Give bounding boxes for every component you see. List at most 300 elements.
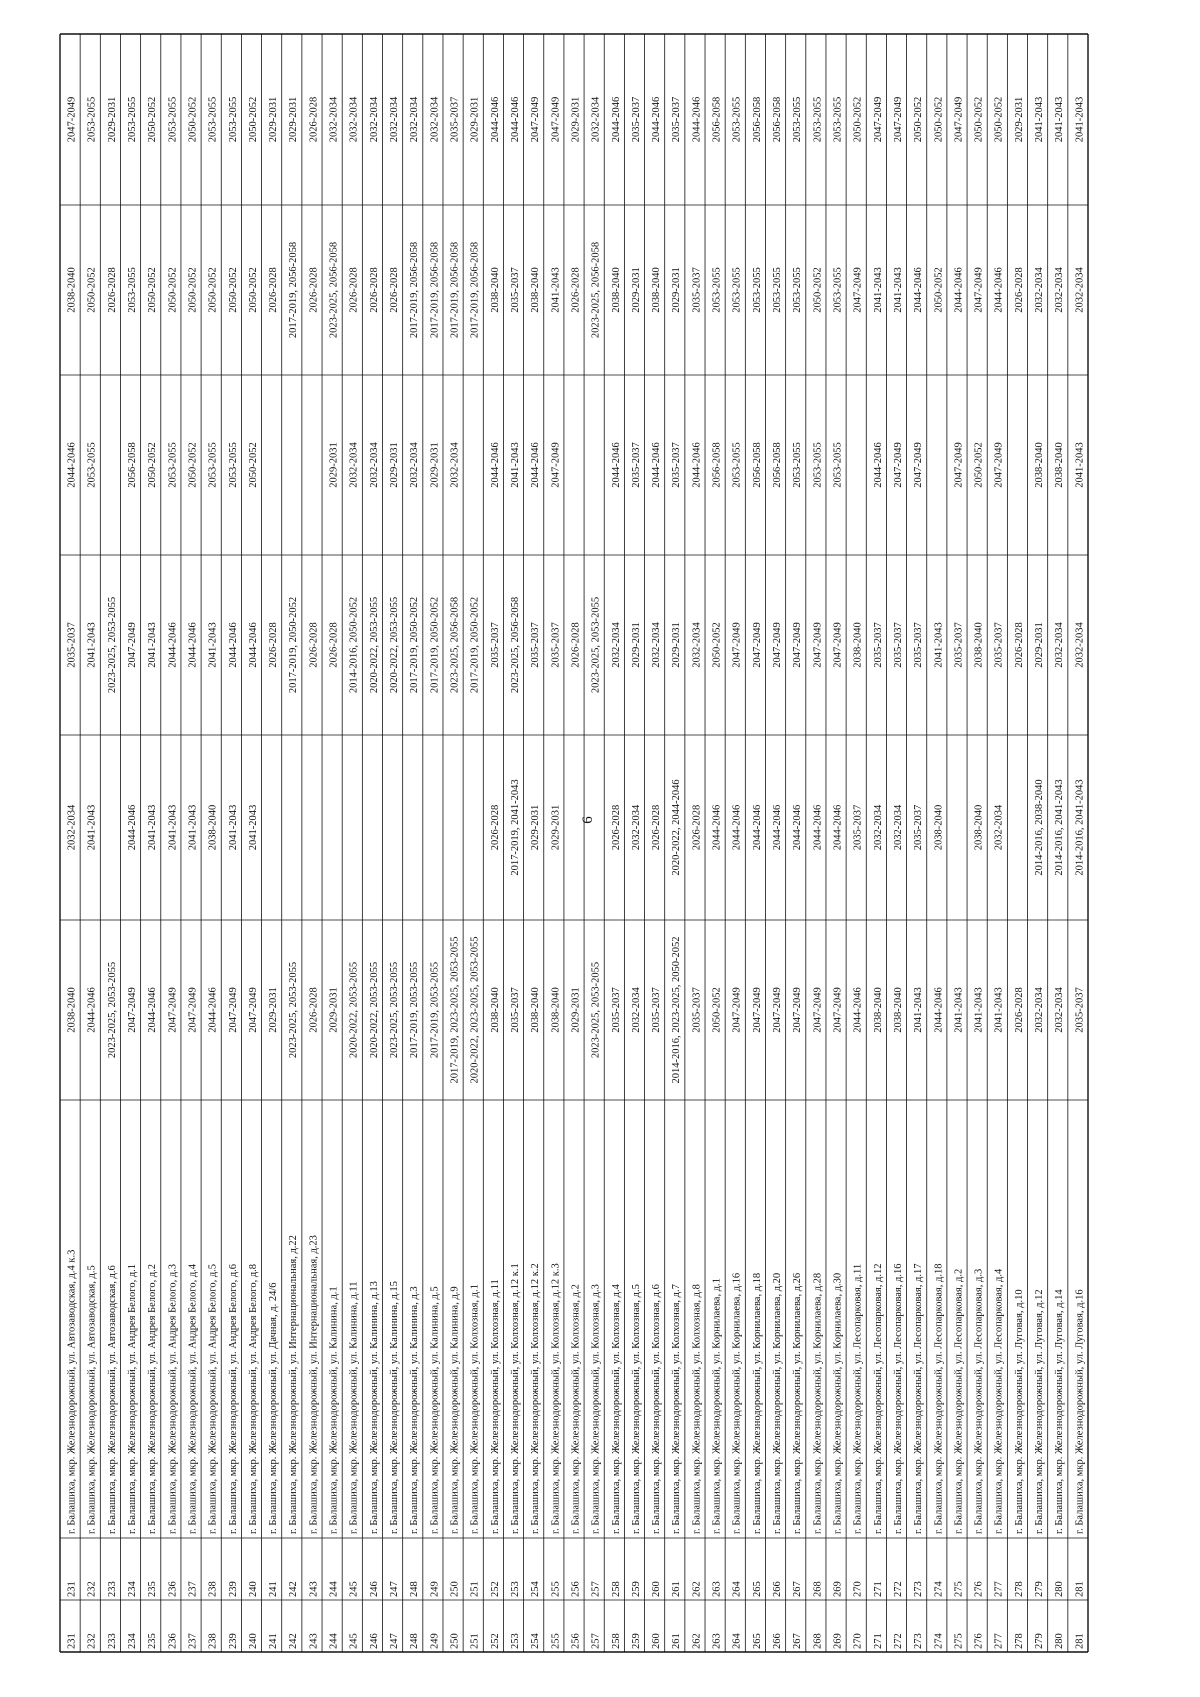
cell-c3: 2035-2037 (66, 622, 78, 668)
cell-addr: г. Балашиха, мкр. Железнодорожный, ул. Андрея Белого, д.1 (126, 1263, 138, 1534)
cell-c6: 2035-2037 (671, 96, 683, 143)
cell-c4: 2044-2046 (530, 442, 542, 488)
cell-c5: 2041-2043 (550, 267, 562, 313)
cell-c3: 2047-2049 (731, 622, 743, 668)
cell-c2: 2029-2031 (530, 804, 542, 851)
cell-c2: 2032-2034 (892, 804, 904, 851)
cell-n1: 250 (449, 1633, 461, 1649)
cell-addr: г. Балашиха, мкр. Железнодорожный, ул. Колхозная, д.5 (630, 1284, 642, 1534)
cell-n1: 240 (247, 1633, 259, 1649)
cell-c3: 2023-2025, 2056-2058 (449, 596, 461, 694)
cell-n2: 249 (429, 1581, 441, 1597)
cell-addr: г. Балашиха, мкр. Железнодорожный, ул. Лесопарковая, д.12 (872, 1263, 884, 1534)
cell-c3: 2044-2046 (247, 622, 259, 668)
cell-c1: 2029-2031 (268, 987, 280, 1033)
cell-n1: 270 (852, 1633, 864, 1649)
cell-c2: 2029-2031 (550, 804, 562, 851)
cell-c4: 2041-2043 (1074, 442, 1086, 488)
cell-c1: 2038-2040 (892, 987, 904, 1033)
cell-c3: 2050-2052 (711, 622, 723, 668)
cell-n2: 254 (530, 1581, 542, 1597)
cell-addr: г. Балашиха, мкр. Железнодорожный, ул. Лесопарковая, д.11 (852, 1263, 864, 1534)
cell-n2: 274 (933, 1581, 945, 1597)
cell-c3: 2044-2046 (227, 622, 239, 668)
cell-c4: 2038-2040 (1054, 442, 1066, 488)
cell-addr: г. Балашиха, мкр. Железнодорожный, ул. Лесопарковая, д.3 (973, 1268, 985, 1534)
cell-c5: 2029-2031 (630, 267, 642, 313)
cell-n1: 234 (126, 1633, 138, 1649)
cell-c1: 2032-2034 (630, 987, 642, 1033)
cell-c6: 2026-2028 (308, 96, 320, 143)
cell-c5: 2026-2028 (308, 267, 320, 313)
cell-n2: 252 (489, 1581, 501, 1597)
cell-n1: 273 (913, 1633, 925, 1649)
cell-c6: 2044-2046 (651, 96, 663, 143)
cell-n1: 241 (268, 1633, 280, 1649)
cell-n2: 279 (1034, 1581, 1046, 1597)
cell-c4: 2050-2052 (147, 442, 159, 488)
cell-n1: 239 (227, 1633, 239, 1649)
cell-c1: 2023-2025, 2053-2055 (389, 961, 401, 1059)
cell-addr: г. Балашиха, мкр. Железнодорожный, ул. Калинина, д.11 (348, 1281, 360, 1534)
cell-addr: г. Балашиха, мкр. Железнодорожный, ул. Луговая, д.14 (1054, 1289, 1066, 1534)
cell-c5: 2053-2055 (711, 267, 723, 313)
cell-n1: 265 (751, 1633, 763, 1649)
cell-c1: 2020-2022, 2053-2055 (348, 961, 360, 1059)
cell-addr: г. Балашиха, мкр. Железнодорожный, ул. Луговая, д.10 (1013, 1289, 1025, 1534)
cell-c5: 2038-2040 (651, 267, 663, 313)
cell-c4: 2053-2055 (207, 442, 219, 488)
cell-c2: 2044-2046 (711, 804, 723, 851)
cell-c1: 2020-2022, 2053-2055 (368, 961, 380, 1059)
cell-c6: 2032-2034 (368, 96, 380, 143)
cell-c3: 2035-2037 (489, 622, 501, 668)
cell-c1: 2047-2049 (792, 987, 804, 1033)
cell-c3: 2035-2037 (993, 622, 1005, 668)
cell-c2: 2026-2028 (691, 804, 703, 851)
cell-c3: 2023-2025, 2053-2055 (106, 596, 118, 694)
cell-addr: г. Балашиха, мкр. Железнодорожный, ул. Колхозная, д.4 (610, 1284, 622, 1534)
cell-addr: г. Балашиха, мкр. Железнодорожный, ул. Андрея Белого, д.4 (187, 1263, 199, 1534)
cell-c2: 2026-2028 (610, 804, 622, 851)
cell-c2: 2044-2046 (832, 804, 844, 851)
cell-c5: 2017-2019, 2056-2058 (429, 241, 441, 339)
cell-c4: 2044-2046 (489, 442, 501, 488)
cell-c3: 2032-2034 (691, 622, 703, 668)
cell-n2: 280 (1054, 1581, 1066, 1597)
cell-n1: 237 (187, 1633, 199, 1649)
cell-c6: 2056-2058 (751, 96, 763, 143)
cell-n1: 258 (610, 1633, 622, 1649)
cell-n1: 251 (469, 1633, 481, 1649)
cell-c3: 2017-2019, 2050-2052 (288, 596, 300, 694)
cell-c3: 2029-2031 (671, 622, 683, 668)
cell-c4: 2044-2046 (651, 442, 663, 488)
cell-c1: 2041-2043 (913, 987, 925, 1033)
cell-n1: 275 (953, 1633, 965, 1649)
cell-c6: 2050-2052 (973, 96, 985, 143)
cell-c1: 2044-2046 (852, 987, 864, 1033)
cell-addr: г. Балашиха, мкр. Железнодорожный, ул. Колхозная, д.12 к.1 (509, 1263, 521, 1534)
cell-c6: 2047-2049 (550, 96, 562, 143)
cell-c4: 2047-2049 (993, 442, 1005, 488)
cell-c6: 2044-2046 (489, 96, 501, 143)
cell-addr: г. Балашиха, мкр. Железнодорожный, ул. Лесопарковая, д.2 (953, 1268, 965, 1534)
cell-addr: г. Балашиха, мкр. Железнодорожный, ул. Корнилаева, д.26 (792, 1272, 804, 1534)
cell-c5: 2032-2034 (1034, 267, 1046, 313)
cell-c3: 2032-2034 (1074, 622, 1086, 668)
cell-n2: 244 (328, 1581, 340, 1597)
cell-addr: г. Балашиха, мкр. Железнодорожный, ул. Андрея Белого, д.8 (247, 1263, 259, 1534)
cell-c5: 2026-2028 (1013, 267, 1025, 313)
cell-c1: 2032-2034 (1034, 987, 1046, 1033)
cell-addr: г. Балашиха, мкр. Железнодорожный, ул. Лесопарковая, д.16 (892, 1263, 904, 1534)
cell-n2: 268 (812, 1581, 824, 1597)
cell-c4: 2047-2049 (892, 442, 904, 488)
cell-n2: 256 (570, 1581, 582, 1597)
cell-c1: 2041-2043 (973, 987, 985, 1033)
cell-n1: 271 (872, 1633, 884, 1649)
cell-c4: 2050-2052 (187, 442, 199, 488)
cell-c5: 2026-2028 (268, 267, 280, 313)
cell-c4: 2056-2058 (772, 442, 783, 488)
cell-c4: 2029-2031 (429, 442, 441, 488)
cell-c2: 2044-2046 (126, 804, 138, 851)
cell-n2: 258 (610, 1581, 622, 1597)
cell-c3: 2017-2019, 2050-2052 (409, 596, 421, 694)
cell-n1: 233 (106, 1633, 118, 1649)
cell-n1: 246 (368, 1633, 380, 1649)
cell-c3: 2035-2037 (550, 622, 562, 668)
cell-n2: 278 (1013, 1581, 1025, 1597)
cell-n2: 235 (147, 1581, 159, 1597)
cell-n1: 249 (429, 1633, 441, 1649)
cell-c1: 2044-2046 (207, 987, 219, 1033)
cell-c6: 2032-2034 (348, 96, 360, 143)
cell-c2: 2041-2043 (227, 804, 239, 851)
cell-c6: 2032-2034 (429, 96, 441, 143)
cell-c1: 2044-2046 (933, 987, 945, 1033)
cell-c3: 2014-2016, 2050-2052 (348, 596, 360, 694)
cell-n1: 261 (671, 1633, 683, 1649)
cell-c5: 2041-2043 (872, 267, 884, 313)
cell-c1: 2047-2049 (227, 987, 239, 1033)
cell-c5: 2050-2052 (227, 267, 239, 313)
cell-c1: 2029-2031 (570, 987, 582, 1033)
cell-c5: 2026-2028 (348, 267, 360, 313)
cell-c5: 2053-2055 (731, 267, 743, 313)
cell-c4: 2047-2049 (550, 442, 562, 488)
cell-c2: 2044-2046 (772, 804, 783, 851)
cell-addr: г. Балашиха, мкр. Железнодорожный, ул. Колхозная, д.2 (570, 1284, 582, 1534)
cell-c4: 2056-2058 (711, 442, 723, 488)
cell-c5: 2038-2040 (489, 267, 501, 313)
cell-n1: 253 (509, 1633, 521, 1649)
cell-addr: г. Балашиха, мкр. Железнодорожный, ул. Автозаводская, д.5 (86, 1265, 98, 1534)
cell-c5: 2038-2040 (610, 267, 622, 313)
cell-n2: 271 (872, 1581, 884, 1597)
cell-addr: г. Балашиха, мкр. Железнодорожный, ул. Интернациональная, д.22 (288, 1235, 300, 1534)
cell-c4: 2029-2031 (389, 442, 401, 488)
cell-c2: 2014-2016, 2038-2040 (1034, 779, 1046, 876)
cell-n1: 238 (207, 1633, 219, 1649)
cell-c2: 2020-2022, 2044-2046 (671, 779, 683, 876)
cell-c5: 2041-2043 (892, 267, 904, 313)
cell-n1: 276 (973, 1633, 985, 1649)
cell-c4: 2044-2046 (872, 442, 884, 488)
cell-n1: 244 (328, 1633, 340, 1649)
cell-c4: 2050-2052 (247, 442, 259, 488)
cell-addr: г. Балашиха, мкр. Железнодорожный, ул. Лесопарковая, д.17 (913, 1263, 925, 1534)
cell-c1: 2038-2040 (872, 987, 884, 1033)
cell-c3: 2017-2019, 2050-2052 (429, 596, 441, 694)
cell-c4: 2053-2055 (832, 442, 844, 488)
cell-c1: 2038-2040 (550, 987, 562, 1033)
cell-c3: 2041-2043 (933, 622, 945, 668)
cell-c4: 2032-2034 (449, 442, 461, 488)
cell-c6: 2050-2052 (147, 96, 159, 143)
cell-c1: 2014-2016, 2023-2025, 2050-2052 (671, 936, 683, 1084)
cell-addr: г. Балашиха, мкр. Железнодорожный, ул. Луговая, д.12 (1034, 1289, 1046, 1534)
cell-c4: 2032-2034 (409, 442, 421, 488)
cell-c3: 2026-2028 (308, 622, 320, 668)
cell-c4: 2053-2055 (227, 442, 239, 488)
cell-addr: г. Балашиха, мкр. Железнодорожный, ул. Дачная, д. 24/6 (268, 1282, 280, 1534)
cell-c2: 2032-2034 (993, 804, 1005, 851)
cell-c3: 2026-2028 (1013, 622, 1025, 668)
cell-c6: 2050-2052 (913, 96, 925, 143)
cell-n1: 267 (792, 1633, 804, 1649)
cell-c6: 2035-2037 (449, 96, 461, 143)
cell-n2: 276 (973, 1581, 985, 1597)
cell-c4: 2053-2055 (812, 442, 824, 488)
cell-addr: г. Балашиха, мкр. Железнодорожный, ул. Корнилаева, д.28 (812, 1272, 824, 1534)
cell-addr: г. Балашиха, мкр. Железнодорожный, ул. Калинина, д.3 (409, 1286, 421, 1534)
cell-c2: 2044-2046 (812, 804, 824, 851)
cell-c2: 2026-2028 (489, 804, 501, 851)
cell-n1: 247 (389, 1633, 401, 1649)
cell-n2: 281 (1074, 1581, 1086, 1597)
cell-addr: г. Балашиха, мкр. Железнодорожный, ул. Калинина, д.15 (389, 1281, 401, 1534)
cell-c2: 2044-2046 (731, 804, 743, 851)
cell-c3: 2047-2049 (812, 622, 824, 668)
cell-c6: 2050-2052 (993, 96, 1005, 143)
cell-addr: г. Балашиха, мкр. Железнодорожный, ул. Колхозная, д.6 (651, 1284, 663, 1534)
cell-n1: 263 (711, 1633, 723, 1649)
cell-n2: 253 (509, 1581, 521, 1597)
cell-c5: 2050-2052 (167, 267, 179, 313)
cell-c4: 2035-2037 (671, 442, 683, 488)
cell-c2: 2044-2046 (792, 804, 804, 851)
cell-addr: г. Балашиха, мкр. Железнодорожный, ул. Корнилаева, д.20 (772, 1272, 783, 1534)
cell-c6: 2050-2052 (933, 96, 945, 143)
cell-c2: 2035-2037 (913, 804, 925, 851)
cell-n1: 280 (1054, 1633, 1066, 1649)
cell-c5: 2035-2037 (509, 267, 521, 313)
cell-c1: 2047-2049 (751, 987, 763, 1033)
cell-n2: 242 (288, 1581, 300, 1597)
cell-c3: 2029-2031 (1034, 622, 1046, 668)
cell-n2: 259 (630, 1581, 642, 1597)
cell-c1: 2044-2046 (86, 987, 98, 1033)
cell-c6: 2053-2055 (731, 96, 743, 143)
cell-n2: 266 (772, 1581, 783, 1597)
cell-c5: 2050-2052 (86, 267, 98, 313)
cell-c3: 2047-2049 (792, 622, 804, 668)
cell-c3: 2023-2025, 2056-2058 (509, 596, 521, 694)
cell-n2: 251 (469, 1581, 481, 1597)
cell-c3: 2032-2034 (1054, 622, 1066, 668)
cell-c3: 2035-2037 (530, 622, 542, 668)
cell-c4: 2053-2055 (731, 442, 743, 488)
cell-n1: 262 (691, 1633, 703, 1649)
cell-c4: 2044-2046 (691, 442, 703, 488)
cell-c2: 2032-2034 (872, 804, 884, 851)
cell-c5: 2017-2019, 2056-2058 (449, 241, 461, 339)
cell-c4: 2053-2055 (792, 442, 804, 488)
cell-n2: 245 (348, 1581, 360, 1597)
cell-c2: 2032-2034 (66, 804, 78, 851)
cell-c2: 2035-2037 (852, 804, 864, 851)
cell-c5: 2026-2028 (106, 267, 118, 313)
cell-c3: 2035-2037 (913, 622, 925, 668)
cell-c1: 2023-2025, 2053-2055 (106, 961, 118, 1059)
cell-c1: 2029-2031 (328, 987, 340, 1033)
cell-addr: г. Балашиха, мкр. Железнодорожный, ул. Колхозная, д.12 к.2 (530, 1263, 542, 1534)
cell-c5: 2032-2034 (1054, 267, 1066, 313)
cell-c5: 2026-2028 (368, 267, 380, 313)
cell-n2: 269 (832, 1581, 844, 1597)
cell-n2: 248 (409, 1581, 421, 1597)
cell-c1: 2023-2025, 2053-2055 (288, 961, 300, 1059)
cell-c4: 2032-2034 (348, 442, 360, 488)
cell-c1: 2035-2037 (651, 987, 663, 1033)
cell-c4: 2053-2055 (86, 442, 98, 488)
cell-c1: 2035-2037 (509, 987, 521, 1033)
cell-n1: 256 (570, 1633, 582, 1649)
cell-c1: 2047-2049 (832, 987, 844, 1033)
cell-c1: 2047-2049 (167, 987, 179, 1033)
cell-c5: 2050-2052 (812, 267, 824, 313)
cell-n1: 257 (590, 1633, 602, 1649)
cell-c6: 2053-2055 (167, 96, 179, 143)
cell-c6: 2029-2031 (288, 96, 300, 143)
cell-c5: 2053-2055 (751, 267, 763, 313)
cell-addr: г. Балашиха, мкр. Железнодорожный, ул. Калинина, д.1 (328, 1286, 340, 1534)
cell-c4: 2056-2058 (751, 442, 763, 488)
cell-addr: г. Балашиха, мкр. Железнодорожный, ул. Корнилаева, д.30 (832, 1272, 844, 1534)
cell-n1: 242 (288, 1633, 300, 1649)
cell-n2: 255 (550, 1581, 562, 1597)
cell-c3: 2035-2037 (872, 622, 884, 668)
cell-c4: 2044-2046 (66, 442, 78, 488)
cell-addr: г. Балашиха, мкр. Железнодорожный, ул. Лесопарковая, д.18 (933, 1263, 945, 1534)
cell-addr: г. Балашиха, мкр. Железнодорожный, ул. Колхозная, д.12 к.3 (550, 1263, 562, 1534)
cell-c6: 2032-2034 (409, 96, 421, 143)
cell-n2: 238 (207, 1581, 219, 1597)
cell-c5: 2017-2019, 2056-2058 (409, 241, 421, 339)
cell-c6: 2044-2046 (610, 96, 622, 143)
cell-c5: 2017-2019, 2056-2058 (469, 241, 481, 339)
cell-c1: 2047-2049 (772, 987, 783, 1033)
cell-c3: 2020-2022, 2053-2055 (368, 596, 380, 694)
cell-c6: 2041-2043 (1034, 96, 1046, 143)
cell-c5: 2047-2049 (852, 267, 864, 313)
cell-c1: 2038-2040 (530, 987, 542, 1033)
page-number: 6 (580, 816, 596, 824)
cell-c6: 2029-2031 (469, 96, 481, 143)
cell-c6: 2032-2034 (328, 96, 340, 143)
cell-addr: г. Балашиха, мкр. Железнодорожный, ул. Колхозная, д.3 (590, 1284, 602, 1534)
cell-c3: 2023-2025, 2053-2055 (590, 596, 602, 694)
cell-c3: 2017-2019, 2050-2052 (469, 596, 481, 694)
cell-n2: 272 (892, 1581, 904, 1597)
cell-c6: 2029-2031 (268, 96, 280, 143)
cell-n2: 261 (671, 1581, 683, 1597)
cell-n1: 252 (489, 1633, 501, 1649)
cell-c2: 2014-2016, 2041-2043 (1074, 779, 1086, 876)
cell-addr: г. Балашиха, мкр. Железнодорожный, ул. Колхозная, д.1 (469, 1284, 481, 1534)
cell-n1: 245 (348, 1633, 360, 1649)
cell-c6: 2053-2055 (126, 96, 138, 143)
cell-c3: 2047-2049 (126, 622, 138, 668)
cell-c3: 2044-2046 (187, 622, 199, 668)
cell-c5: 2050-2052 (247, 267, 259, 313)
cell-c3: 2047-2049 (832, 622, 844, 668)
cell-addr: г. Балашиха, мкр. Железнодорожный, ул. Колхозная, д.8 (691, 1284, 703, 1534)
cell-c5: 2038-2040 (530, 267, 542, 313)
cell-c5: 2029-2031 (671, 267, 683, 313)
cell-c2: 2014-2016, 2041-2043 (1054, 779, 1066, 876)
cell-c2: 2044-2046 (751, 804, 763, 851)
cell-c6: 2035-2037 (630, 96, 642, 143)
cell-c5: 2050-2052 (147, 267, 159, 313)
cell-c1: 2026-2028 (1013, 987, 1025, 1033)
cell-addr: г. Балашиха, мкр. Железнодорожный, ул. Лесопарковая, д.4 (993, 1268, 1005, 1534)
cell-n2: 247 (389, 1581, 401, 1597)
cell-c6: 2050-2052 (247, 96, 259, 143)
cell-c6: 2053-2055 (832, 96, 844, 143)
cell-c5: 2035-2037 (691, 267, 703, 313)
cell-n2: 232 (86, 1581, 98, 1597)
cell-n1: 281 (1074, 1633, 1086, 1649)
cell-n2: 231 (66, 1581, 78, 1597)
cell-c2: 2041-2043 (147, 804, 159, 851)
cell-n2: 275 (953, 1581, 965, 1597)
cell-c1: 2035-2037 (610, 987, 622, 1033)
cell-c3: 2032-2034 (610, 622, 622, 668)
cell-c6: 2032-2034 (389, 96, 401, 143)
cell-addr: г. Балашиха, мкр. Железнодорожный, ул. Колхозная, д.11 (489, 1279, 501, 1534)
cell-n1: 279 (1034, 1633, 1046, 1649)
cell-c5: 2023-2025, 2056-2058 (328, 241, 340, 339)
cell-c1: 2023-2025, 2053-2055 (590, 961, 602, 1059)
cell-n2: 241 (268, 1581, 280, 1597)
cell-c6: 2029-2031 (570, 96, 582, 143)
cell-c6: 2032-2034 (590, 96, 602, 143)
cell-c6: 2050-2052 (852, 96, 864, 143)
cell-n2: 243 (308, 1581, 320, 1597)
cell-c3: 2044-2046 (167, 622, 179, 668)
cell-c1: 2020-2022, 2023-2025, 2053-2055 (469, 936, 481, 1084)
cell-c5: 2053-2055 (792, 267, 804, 313)
cell-c6: 2047-2049 (66, 96, 78, 143)
cell-n1: 260 (651, 1633, 663, 1649)
cell-c6: 2056-2058 (711, 96, 723, 143)
cell-c5: 2044-2046 (913, 267, 925, 313)
cell-c1: 2026-2028 (308, 987, 320, 1033)
cell-c1: 2050-2052 (711, 987, 723, 1033)
